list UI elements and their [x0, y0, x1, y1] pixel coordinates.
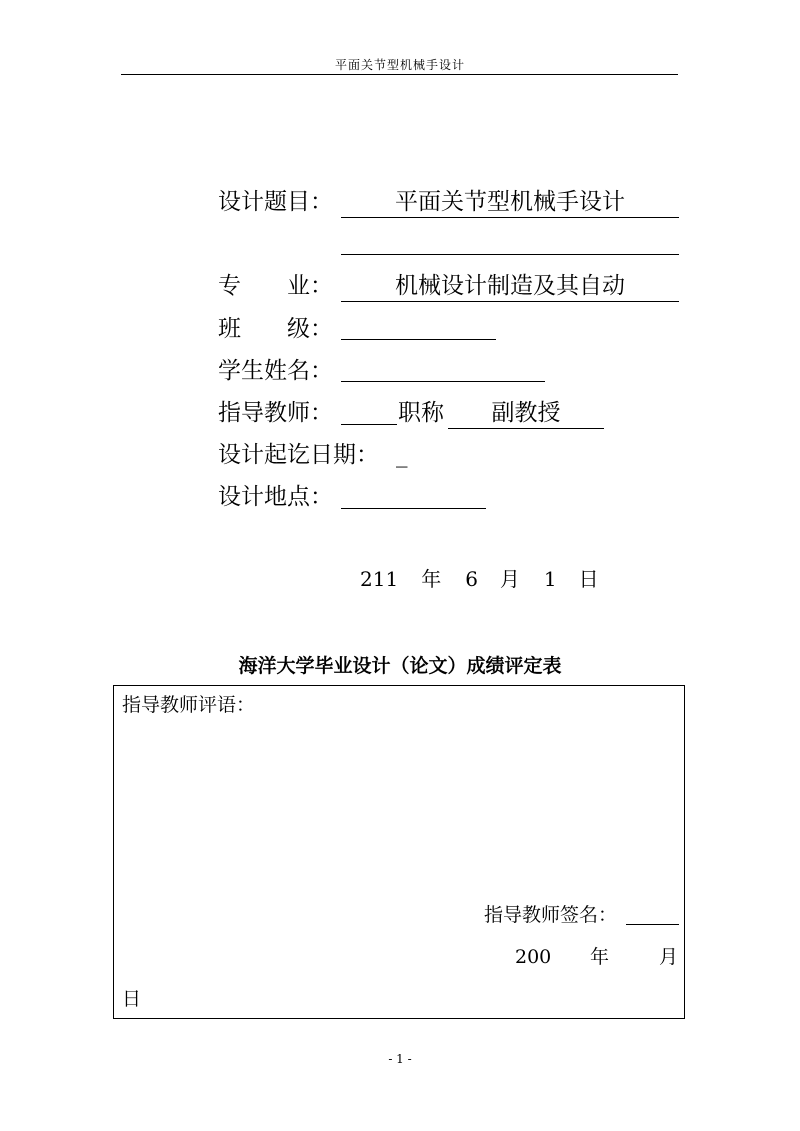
topic-value: 平面关节型机械手设计 [341, 187, 679, 218]
topic-second-line [341, 254, 679, 255]
professional-title-value: 副教授 [448, 398, 604, 429]
signature-year-unit: 年 [590, 946, 610, 968]
advisor-comments-label: 指导教师评语： [122, 694, 256, 716]
date-year-unit: 年 [421, 567, 442, 591]
advisor-signature-blank [626, 924, 679, 925]
date-month-unit: 月 [499, 567, 520, 591]
evaluation-form-title: 海洋大学毕业设计（论文）成绩评定表 [238, 655, 562, 677]
student-name-blank [341, 381, 545, 382]
date-month: 6 [465, 567, 478, 591]
completion-date [360, 565, 599, 593]
page-number: - 1 - [388, 1052, 412, 1066]
major-label-2: 业： [287, 273, 333, 299]
professional-title-label: 职称 [398, 400, 444, 426]
signature-month-unit: 月 [659, 946, 679, 968]
major-label-1: 专 [218, 273, 241, 299]
student-name-label: 学生姓名： [218, 358, 333, 384]
header-rule [121, 74, 678, 75]
class-label-2: 级： [287, 316, 333, 342]
date-day: 1 [543, 567, 557, 591]
date-day-unit: 日 [578, 567, 599, 591]
running-header-title: 平面关节型机械手设计 [334, 58, 465, 72]
advisor-label: 指导教师： [218, 400, 333, 426]
topic-label: 设计题目： [218, 189, 333, 215]
class-label-1: 班 [218, 316, 241, 342]
design-location-label: 设计地点： [218, 484, 333, 510]
signature-day-unit: 日 [122, 988, 142, 1010]
major-value: 机械设计制造及其自动 [341, 271, 679, 302]
class-blank [341, 339, 496, 340]
advisor-signature-label: 指导教师签名： [484, 904, 618, 926]
signature-year: 200 [515, 946, 552, 968]
advisor-name-blank [341, 424, 397, 425]
design-period-label: 设计起讫日期： [218, 442, 379, 468]
design-location-blank [341, 508, 486, 509]
design-period-value: _ [396, 442, 408, 468]
date-year: 211 [360, 567, 399, 591]
